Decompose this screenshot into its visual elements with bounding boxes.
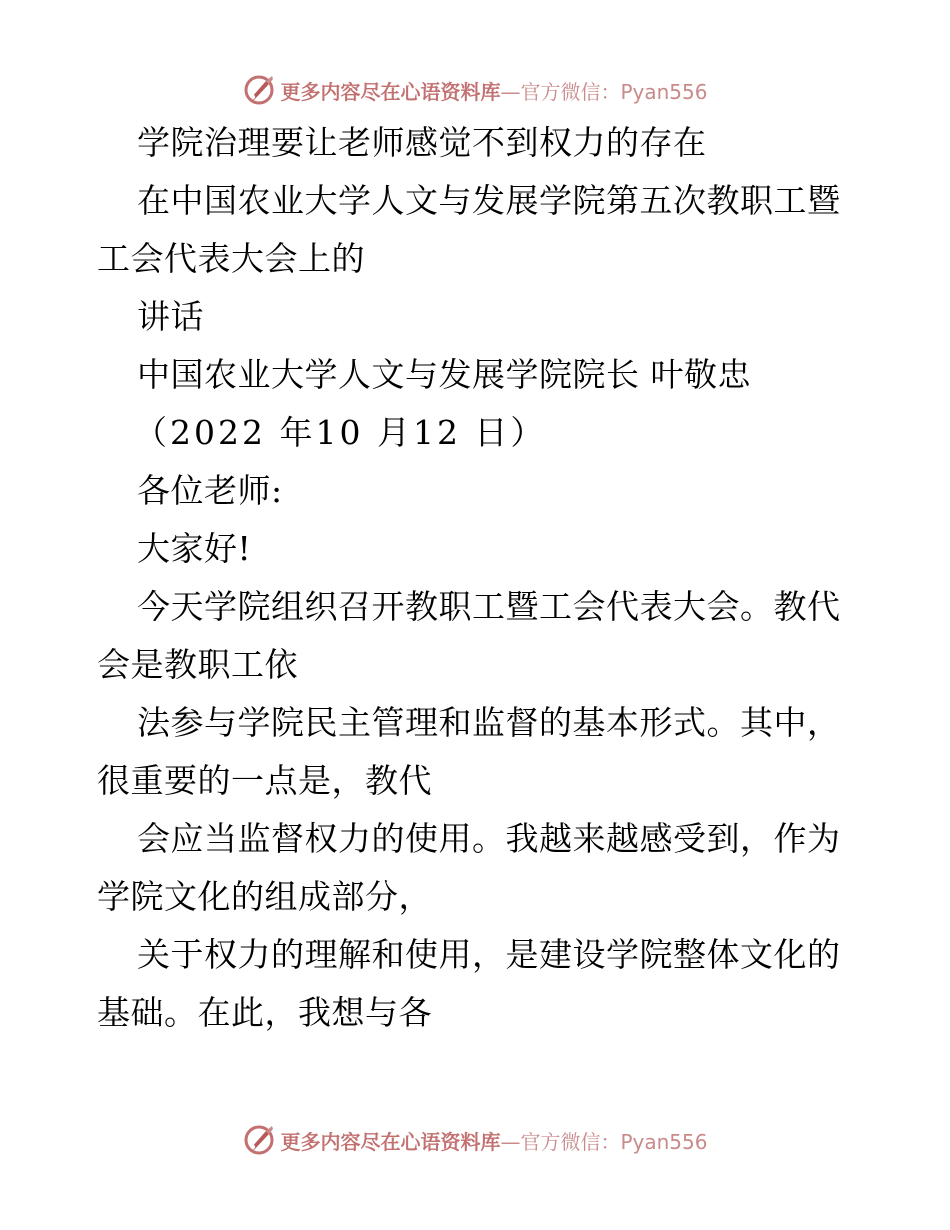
quill-pen-logo-icon: [242, 73, 276, 107]
paragraph-line: 关于权力的理解和使用，是建设学院整体文化的: [137, 935, 841, 974]
quill-pen-logo-icon: [242, 1123, 276, 1157]
speech-date: （2022 年10 月12 日）: [134, 413, 547, 452]
paragraph-line: 今天学院组织召开教职工暨工会代表大会。教代: [137, 587, 841, 626]
watermark-brand: 更多内容尽在心语资料库: [280, 79, 501, 104]
paragraph-line: 很重要的一点是，教代: [97, 761, 432, 800]
speech-subtitle-line-3: 讲话: [137, 297, 204, 336]
speech-subtitle-line-2: 工会代表大会上的: [97, 239, 365, 278]
paragraph-line: 会应当监督权力的使用。我越来越感受到，作为: [137, 819, 841, 858]
watermark-text: [280, 1126, 707, 1155]
paragraph-line: 基础。在此，我想与各: [97, 993, 432, 1032]
paragraph-line: 会是教职工依: [97, 645, 298, 684]
watermark-brand: 更多内容尽在心语资料库: [280, 1129, 501, 1154]
header-watermark: [0, 70, 950, 110]
greeting: 大家好!: [137, 529, 252, 568]
paragraph-line: 法参与学院民主管理和监督的基本形式。其中，: [137, 703, 841, 742]
salutation: 各位老师:: [137, 471, 283, 510]
speaker-line: 中国农业大学人文与发展学院院长 叶敬忠: [137, 355, 751, 394]
paragraph-line: 学院文化的组成部分，: [97, 877, 432, 916]
watermark-text: [280, 76, 707, 105]
document-body: [97, 114, 853, 1042]
watermark-separator: —: [500, 1129, 521, 1154]
footer-watermark: [0, 1120, 950, 1160]
watermark-contact: 官方微信：Pyan556: [520, 79, 708, 104]
speech-title: 学院治理要让老师感觉不到权力的存在: [137, 123, 707, 162]
watermark-contact: 官方微信：Pyan556: [520, 1129, 708, 1154]
speech-subtitle-line-1: 在中国农业大学人文与发展学院第五次教职工暨: [137, 181, 841, 220]
watermark-separator: —: [500, 79, 521, 104]
